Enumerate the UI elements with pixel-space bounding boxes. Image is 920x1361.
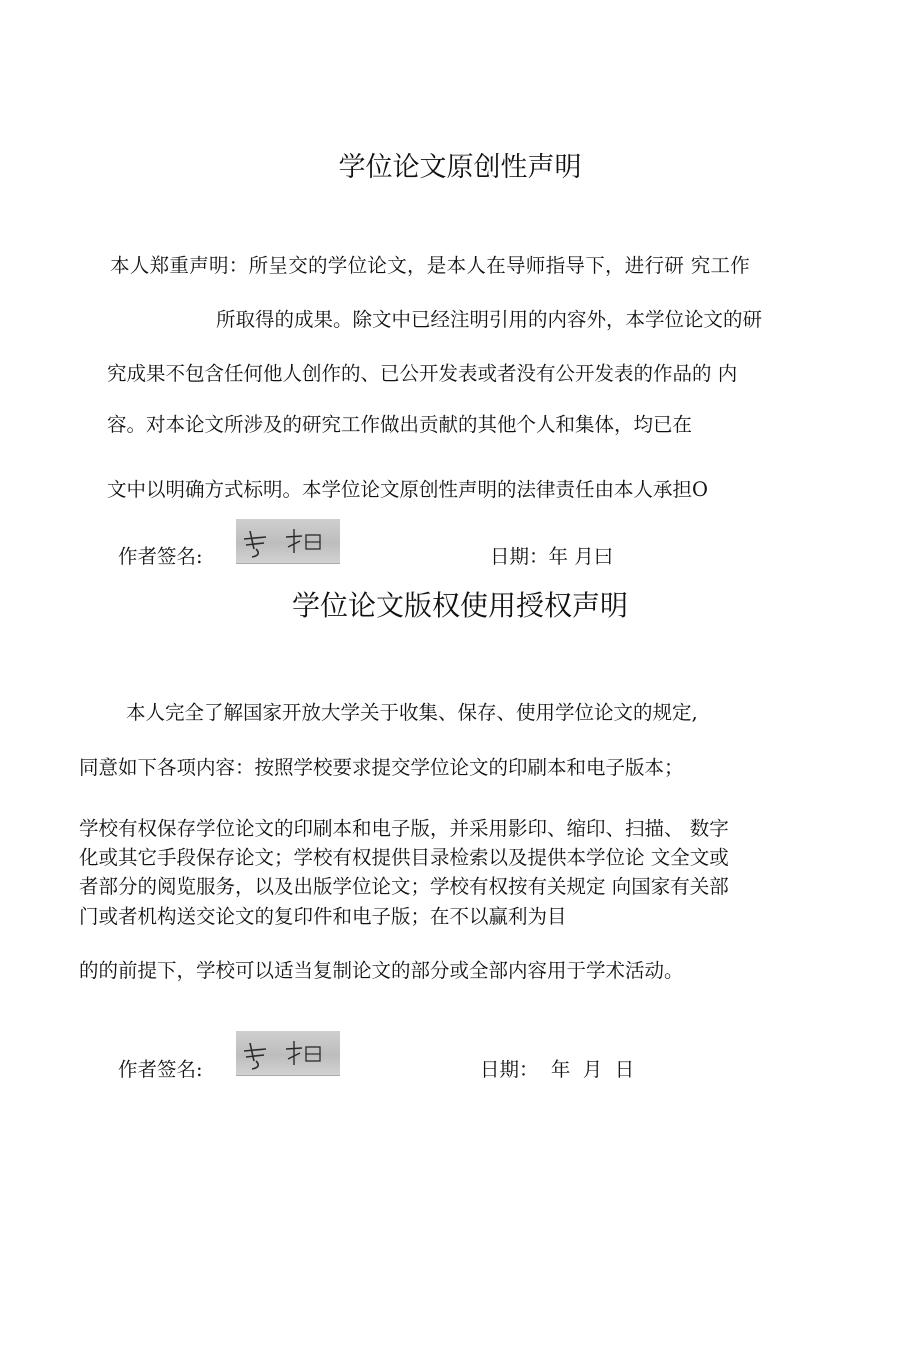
paragraph-line: 本人完全了解国家开放大学关于收集、保存、使用学位论文的规定,	[126, 701, 698, 724]
handwritten-signature-image	[236, 519, 340, 564]
paragraph-line: 本人郑重声明：所呈交的学位论文，是本人在导师指导下，进行研 究工作	[110, 254, 751, 277]
paragraph-line: 文中以明确方式标明。本学位论文原创性声明的法律责任由本人承担O	[107, 478, 708, 501]
paragraph-line: 学校有权保存学位论文的印刷本和电子版，并采用影印、缩印、扫描、 数字	[79, 817, 729, 840]
paragraph-line: 化或其它手段保存论文；学校有权提供目录检索以及提供本学位论 文全文或	[79, 846, 729, 869]
author-signature-label: 作者签名:	[118, 1058, 203, 1081]
paragraph-line: 者部分的阅览服务，以及出版学位论文；学校有权按有关规定 向国家有关部	[79, 875, 729, 898]
paragraph-line: 究成果不包含任何他人创作的、已公开发表或者没有公开发表的作品的 内	[107, 362, 738, 385]
copyright-authorization-title: 学位论文版权使用授权声明	[291, 589, 628, 622]
originality-declaration-title: 学位论文原创性声明	[338, 152, 582, 183]
paragraph-line: 的的前提下，学校可以适当复制论文的部分或全部内容用于学术活动。	[79, 959, 684, 982]
author-signature-label: 作者签名:	[118, 545, 203, 568]
date-label: 日期： 年 月 日	[480, 1058, 635, 1081]
signature-scribble	[236, 519, 340, 563]
paragraph-line: 门或者机构送交论文的复印件和电子版；在不以赢利为目	[79, 905, 567, 928]
date-label: 日期：年 月曰	[490, 545, 614, 568]
paragraph-line: 所取得的成果。除文中已经注明引用的内容外，本学位论文的研	[216, 308, 763, 331]
paragraph-line: 容。对本论文所涉及的研究工作做出贡献的其他个人和集体，均已在	[107, 413, 693, 436]
signature-scribble	[236, 1031, 340, 1075]
handwritten-signature-image	[236, 1031, 340, 1076]
paragraph-line: 同意如下各项内容：按照学校要求提交学位论文的印刷本和电子版本；	[79, 756, 684, 779]
